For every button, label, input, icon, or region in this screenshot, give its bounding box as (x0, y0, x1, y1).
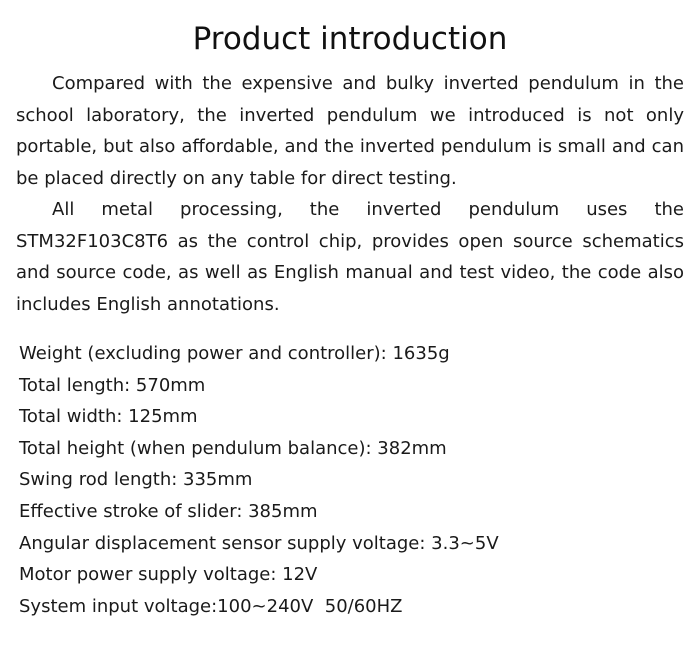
spec-item-sensor-voltage: Angular displacement sensor supply voltage: 3.3~5V (19, 532, 499, 554)
intro-text (16, 68, 684, 320)
spec-item-total-height: Total height (when pendulum balance): 382mm (19, 437, 447, 459)
spec-item-input-voltage: System input voltage:100~240V 50/60HZ (19, 595, 403, 617)
page-title: Product introduction (192, 21, 508, 57)
spec-item-total-length: Total length: 570mm (19, 374, 206, 396)
spec-item-slider-stroke: Effective stroke of slider: 385mm (19, 500, 318, 522)
spec-list (19, 338, 689, 622)
spec-item-motor-voltage: Motor power supply voltage: 12V (19, 564, 318, 586)
intro-paragraph: Compared with the expensive and bulky inverted pendulum in the school laboratory, the inverted pendulum we introduced is not only portable, but also affordable, and the inverted pendulum is small and can be placed directly on any table for direct testing. (16, 73, 684, 189)
spec-item-total-width: Total width: 125mm (19, 406, 198, 428)
spec-item-swing-rod-length: Swing rod length: 335mm (19, 469, 253, 491)
spec-item-weight: Weight (excluding power and controller): 1635g (19, 343, 450, 364)
intro-paragraph: All metal processing, the inverted pendulum uses the STM32F103C8T6 as the control chip, provides open source schematics and source code, as well as English manual and test video, the code also includes English annotations. (16, 199, 684, 315)
